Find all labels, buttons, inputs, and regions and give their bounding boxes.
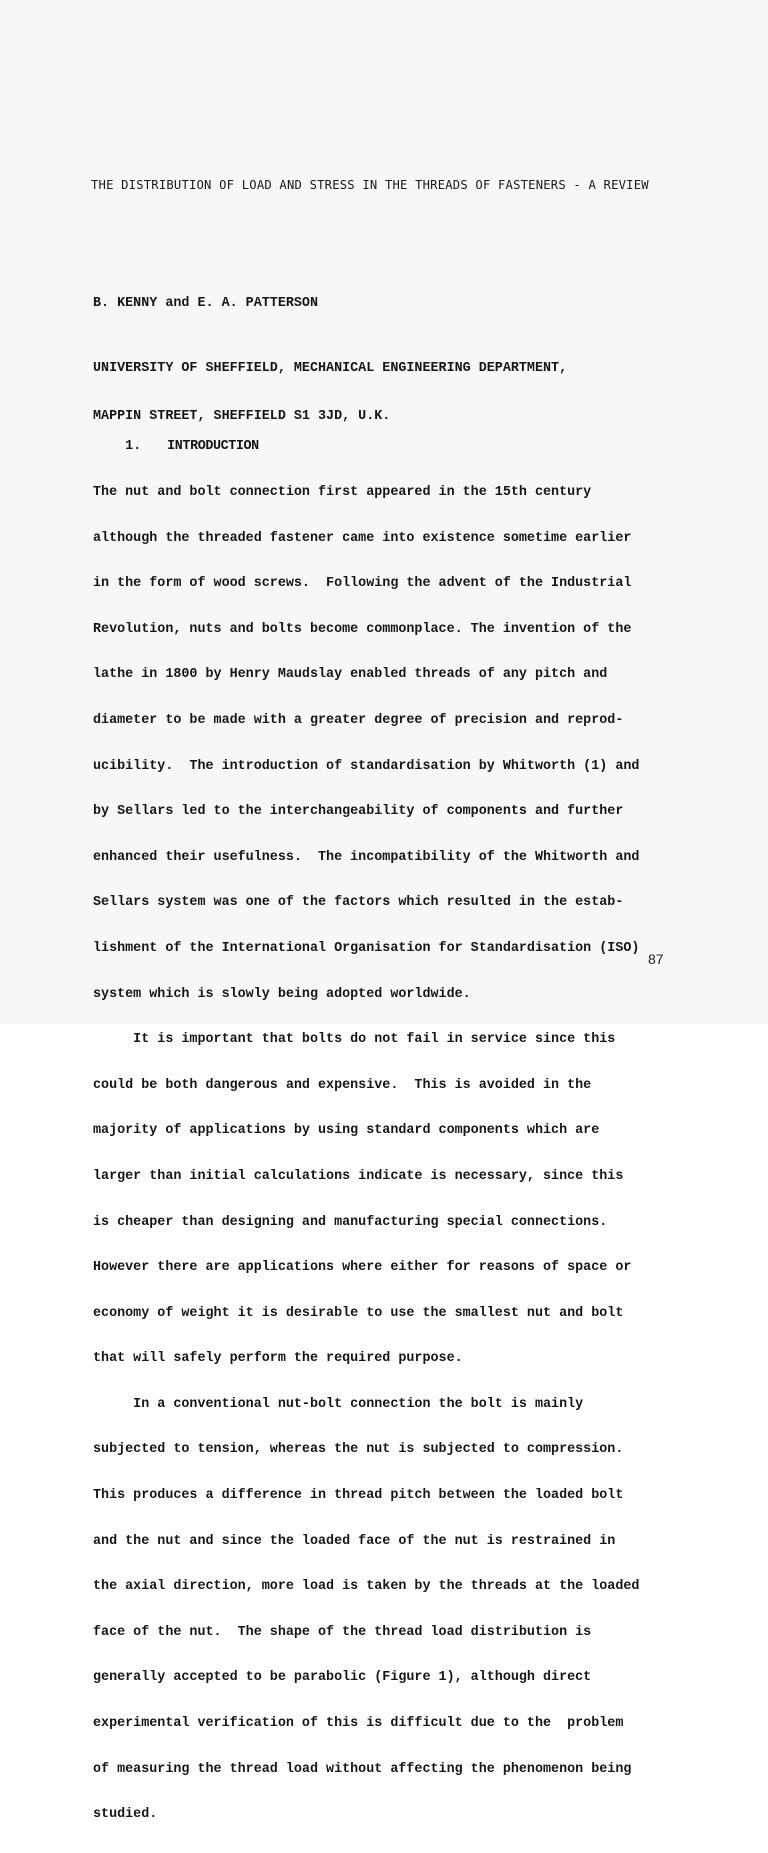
affiliation-line: UNIVERSITY OF SHEFFIELD, MECHANICAL ENGINEERING DEPARTMENT, (93, 361, 568, 376)
body-line: However there are applications where either for reasons of space or (93, 1260, 632, 1276)
section-number: 1. (125, 439, 142, 454)
body-line: subjected to tension, whereas the nut is subjected to compression. (93, 1442, 624, 1458)
body-line: lathe in 1800 by Henry Maudslay enabled threads of any pitch and (93, 667, 608, 683)
body-line: in the form of wood screws. Following the advent of the Industrial (93, 576, 632, 592)
paper-title: THE DISTRIBUTION OF LOAD AND STRESS IN THE THREADS OF FASTENERS - A REVIEW (91, 178, 649, 192)
section-title: INTRODUCTION (167, 439, 259, 454)
body-line: economy of weight it is desirable to use the smallest nut and bolt (93, 1305, 624, 1321)
body-line: of measuring the thread load without affecting the phenomenon being (93, 1761, 632, 1777)
affiliation-line: MAPPIN STREET, SHEFFIELD S1 3JD, U.K. (93, 409, 391, 424)
body-line: studied. (93, 1807, 158, 1823)
body-line: could be both dangerous and expensive. This is avoided in the (93, 1077, 592, 1093)
body-line: Sellars system was one of the factors which resulted in the estab- (93, 895, 624, 911)
body-text (93, 455, 653, 1853)
body-line: The nut and bolt connection first appeared in the 15th century (93, 485, 592, 500)
body-line: experimental verification of this is difficult due to the problem (93, 1716, 624, 1732)
body-line: Revolution, nuts and bolts become commonplace. The invention of the (93, 621, 632, 637)
body-line: generally accepted to be parabolic (Figure 1), although direct (93, 1670, 592, 1686)
body-line: enhanced their usefulness. The incompatibility of the Whitworth and (93, 849, 640, 865)
body-line: In a conventional nut-bolt connection the bolt is mainly (93, 1396, 584, 1412)
paper-authors: B. KENNY and E. A. PATTERSON (93, 296, 318, 311)
body-line: This produces a difference in thread pitch between the loaded bolt (93, 1488, 624, 1504)
body-line: It is important that bolts do not fail in service since this (93, 1032, 616, 1048)
body-line: although the threaded fastener came into existence sometime earlier (93, 530, 632, 546)
body-line: larger than initial calculations indicate is necessary, since this (93, 1168, 624, 1184)
body-line: majority of applications by using standard components which are (93, 1123, 600, 1139)
body-line: face of the nut. The shape of the thread load distribution is (93, 1624, 592, 1640)
body-line: ucibility. The introduction of standardisation by Whitworth (1) and (93, 758, 640, 774)
body-line: by Sellars led to the interchangeability of components and further (93, 804, 624, 820)
body-line: is cheaper than designing and manufacturing special connections. (93, 1214, 608, 1230)
body-line: that will safely perform the required purpose. (93, 1351, 463, 1367)
body-line: lishment of the International Organisation for Standardisation (ISO) (93, 940, 640, 956)
body-line: system which is slowly being adopted worldwide. (93, 986, 471, 1002)
body-line: and the nut and since the loaded face of the nut is restrained in (93, 1533, 616, 1549)
body-line: diameter to be made with a greater degree of precision and reprod- (93, 712, 624, 728)
page-number: 87 (648, 951, 664, 967)
body-line: the axial direction, more load is taken by the threads at the loaded (93, 1579, 640, 1595)
